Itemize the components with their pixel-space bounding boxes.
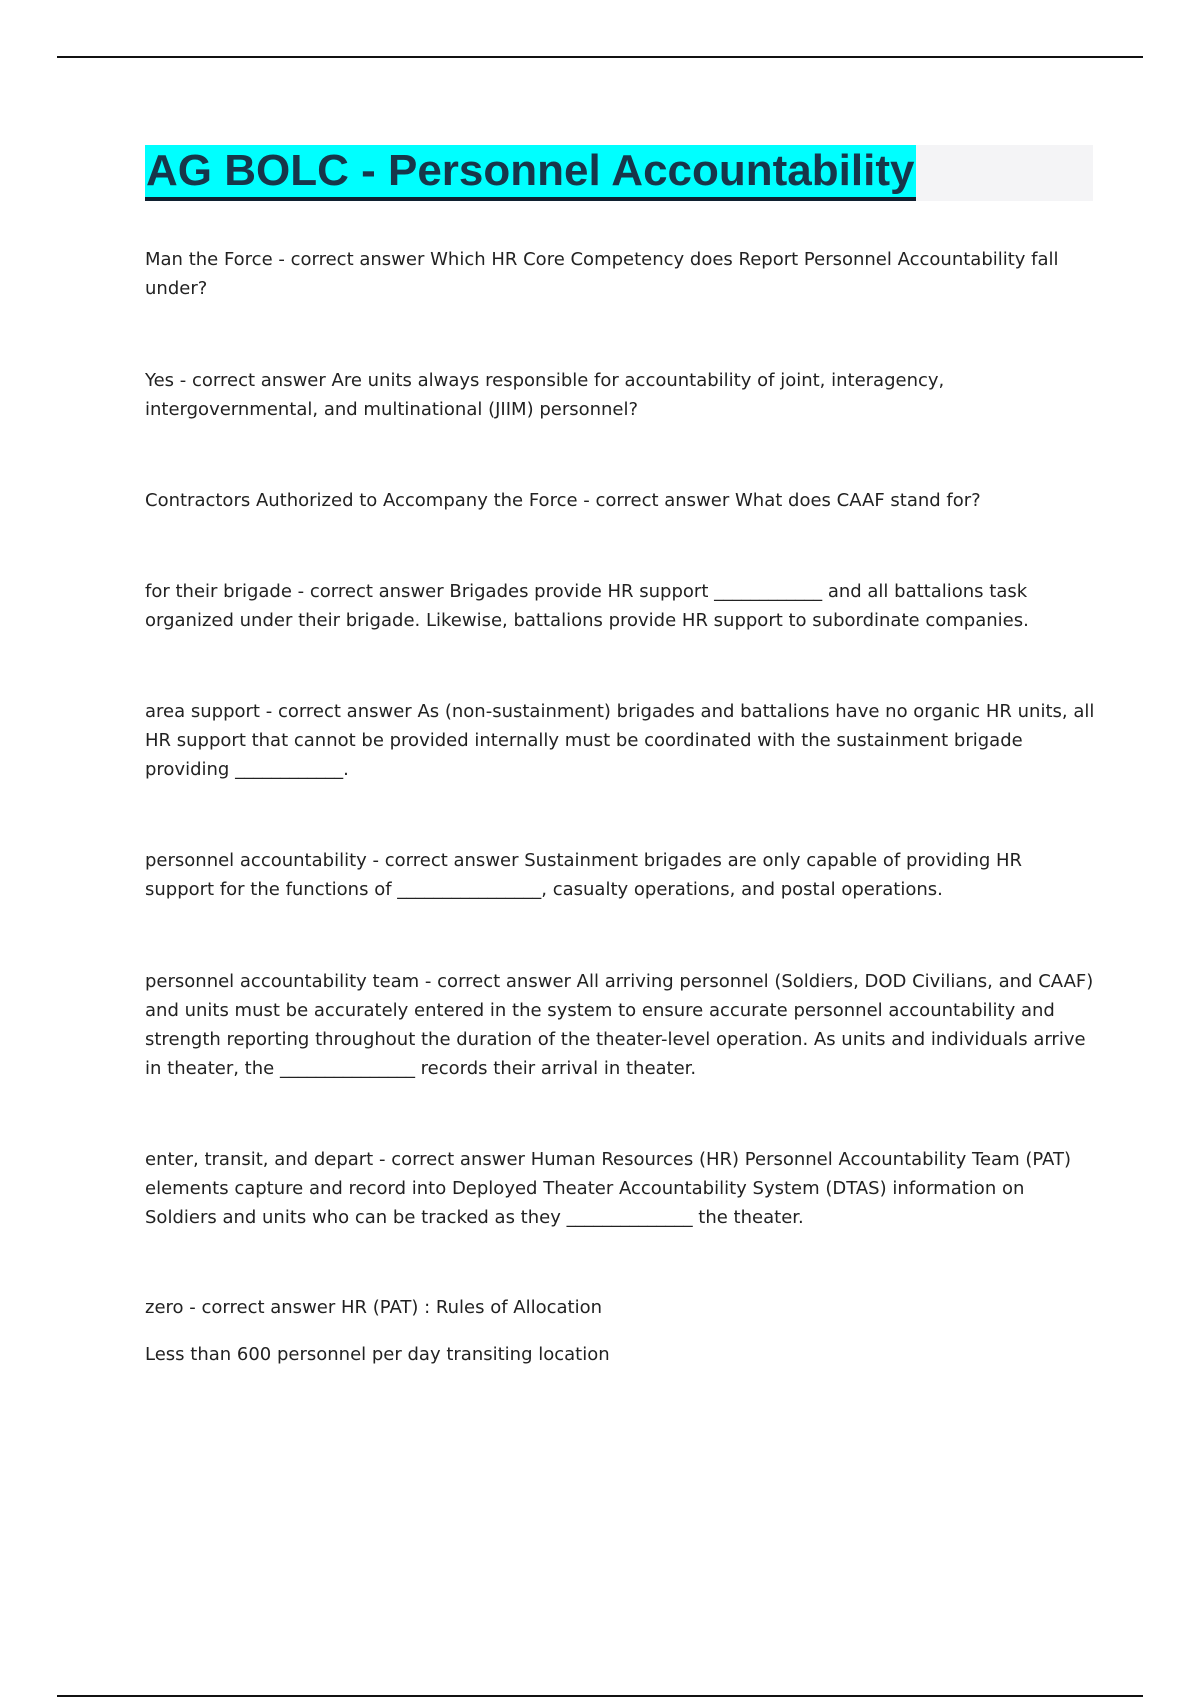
answer-tag: correct answer xyxy=(391,1149,525,1170)
qa-item-4 xyxy=(145,577,1095,635)
qa-item-3 xyxy=(145,486,1095,515)
question-text: HR (PAT) : Rules of Allocation xyxy=(341,1297,603,1318)
answer-tag: correct answer xyxy=(192,370,326,391)
answer-text: area support - xyxy=(145,701,278,722)
question-text: All arriving personnel (Soldiers, DOD Civilians, and CAAF) and units must be accurately entered in the system to ensure accurate personnel accountability and strength reporting throughout the duration of the theater-level operation. As units and individuals arrive in theater, the _______________ records their arrival in theater. xyxy=(145,971,1094,1079)
footer-rule xyxy=(57,1695,1143,1697)
answer-tag: correct answer xyxy=(309,581,444,602)
answer-text: Yes - xyxy=(145,370,192,391)
question-text: As (non-sustainment) brigades and battalions have no organic HR units, all HR support that cannot be provided internally must be coordinated with the sustainment brigade providing ____________. xyxy=(145,701,1095,780)
header-rule xyxy=(57,56,1143,58)
answer-tag: correct answer xyxy=(290,249,425,270)
answer-tag: correct answer xyxy=(384,850,519,871)
qa-item-8 xyxy=(145,1145,1095,1232)
answer-text: enter, transit, and depart - xyxy=(145,1149,391,1170)
question-text: What does CAAF stand for? xyxy=(735,490,981,511)
document-title: AG BOLC - Personnel Accountability xyxy=(145,145,916,201)
question-text: Brigades provide HR support ____________ and all battalions task organized under their brigade. Likewise, battalions provide HR support to subordinate companies. xyxy=(145,581,1029,631)
qa-item-5 xyxy=(145,697,1095,784)
answer-tag: correct answer xyxy=(201,1297,336,1318)
answer-tag: correct answer xyxy=(595,490,730,511)
answer-text: Man the Force - xyxy=(145,249,291,270)
question-text: Which HR Core Competency does Report Personnel Accountability fall under? xyxy=(145,249,1059,299)
answer-tag: correct answer xyxy=(437,971,571,992)
answer-text: for their brigade - xyxy=(145,581,310,602)
question-text: Sustainment brigades are only capable of providing HR support for the functions of ________________, casualty operations, and postal operations. xyxy=(145,850,1023,900)
question-text: Human Resources (HR) Personnel Accountability Team (PAT) elements capture and record into Deployed Theater Accountability System (DTAS) information on Soldiers and units who can be tracked as they ______________ the theater. xyxy=(145,1149,1071,1228)
qa-item-9-detail: Less than 600 personnel per day transiting location xyxy=(145,1344,610,1365)
question-text: Are units always responsible for accountability of joint, interagency, intergovernmental, and multinational (JIIM) personnel? xyxy=(145,370,945,420)
answer-text: zero - xyxy=(145,1297,202,1318)
qa-item-9 xyxy=(145,1293,1095,1322)
answer-text: Contractors Authorized to Accompany the Force - xyxy=(145,490,596,511)
answer-tag: correct answer xyxy=(277,701,412,722)
qa-item-7 xyxy=(145,967,1095,1083)
answer-text: personnel accountability team - xyxy=(145,971,437,992)
qa-item-1 xyxy=(145,245,1095,303)
answer-text: personnel accountability - xyxy=(145,850,385,871)
qa-item-2 xyxy=(145,366,1095,424)
qa-item-6 xyxy=(145,846,1095,904)
